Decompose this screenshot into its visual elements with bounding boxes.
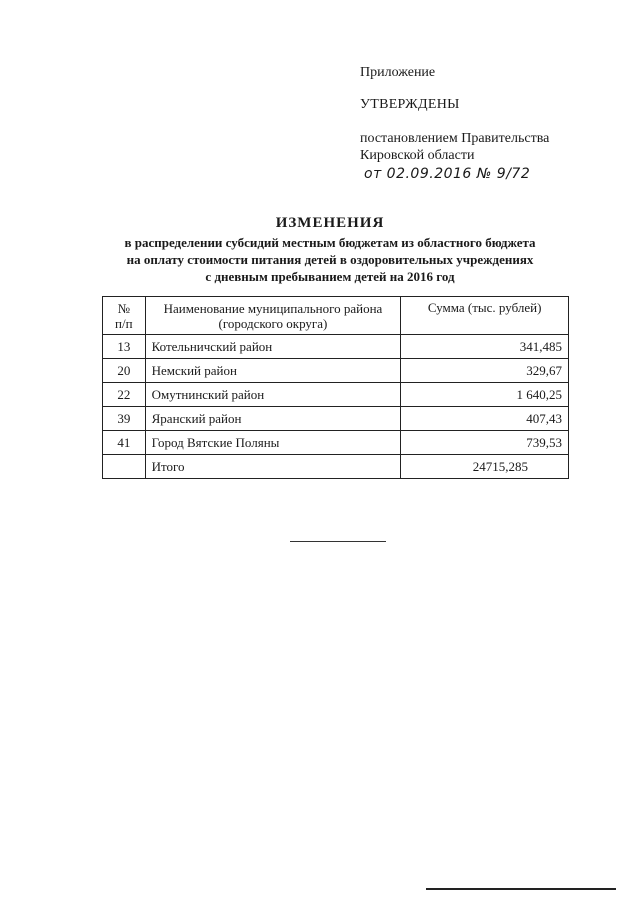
row-number: 41 [103, 431, 146, 455]
total-label: Итого [145, 455, 401, 479]
row-district: Яранский район [145, 407, 401, 431]
table-row [103, 407, 569, 431]
footer-rule [426, 888, 616, 890]
row-sum: 739,53 [401, 431, 569, 455]
row-sum: 341,485 [401, 335, 569, 359]
document-title: ИЗМЕНЕНИЯ [275, 215, 385, 231]
separator-line [290, 541, 386, 542]
subsidy-changes-table [102, 296, 569, 479]
row-number [103, 455, 146, 479]
decree-reference [360, 130, 620, 164]
table-row [103, 431, 569, 455]
appendix-label: Приложение [360, 65, 436, 80]
row-sum: 1 640,25 [401, 383, 569, 407]
row-sum: 407,43 [401, 407, 569, 431]
row-district: Котельничский район [145, 335, 401, 359]
column-header-sum: Сумма (тыс. рублей) [401, 297, 569, 335]
table-row [103, 335, 569, 359]
row-number: 22 [103, 383, 146, 407]
row-district: Город Вятские Поляны [145, 431, 401, 455]
decree-date-number: от 02.09.2016 № 9/72 [364, 166, 531, 182]
column-header-number: № п/п [103, 297, 146, 335]
row-district: Немский район [145, 359, 401, 383]
row-sum: 329,67 [401, 359, 569, 383]
document-title-block [80, 215, 580, 285]
row-number: 20 [103, 359, 146, 383]
approval-header [360, 64, 620, 183]
table-row [103, 383, 569, 407]
subtitle-line-2: на оплату стоимости питания детей в оздоровительных учреждениях [126, 252, 534, 267]
row-number: 39 [103, 407, 146, 431]
table-row [103, 359, 569, 383]
table-total-row [103, 455, 569, 479]
subtitle-line-3: с дневным пребыванием детей на 2016 год [205, 269, 455, 284]
document-subtitle [80, 234, 580, 285]
table-header-row [103, 297, 569, 335]
row-district: Омутнинский район [145, 383, 401, 407]
row-number: 13 [103, 335, 146, 359]
total-sum: 24715,285 [401, 455, 569, 479]
column-header-district: Наименование муниципального района (городского округа) [145, 297, 401, 335]
subtitle-line-1: в распределении субсидий местным бюджетам из областного бюджета [124, 235, 536, 250]
decree-line-2: Кировской области [360, 148, 475, 163]
approved-label: УТВЕРЖДЕНЫ [360, 97, 460, 112]
decree-line-1: постановлением Правительства [360, 131, 550, 146]
